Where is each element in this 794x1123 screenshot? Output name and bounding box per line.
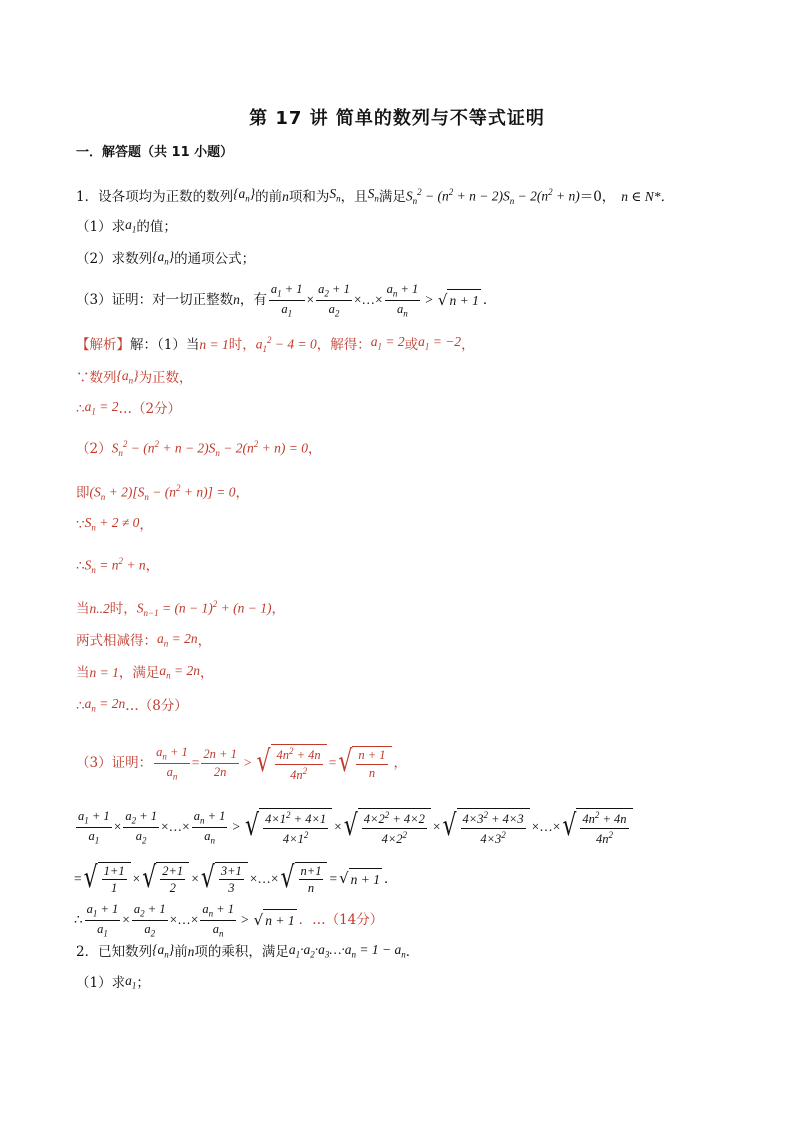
math: $a_1 = 2$ xyxy=(370,334,405,352)
solution-text: ．…（14分） xyxy=(298,912,384,929)
solution-text: 时， xyxy=(109,600,137,617)
q1-text: 的前 xyxy=(255,188,283,205)
math: $\{a_n\}$ xyxy=(233,186,256,204)
math: $S_{n-1} = (n - 1)^2 + (n - 1)$ xyxy=(136,599,272,619)
math: n xyxy=(282,188,289,204)
square-root: √ $\frac{4\times 2^2 + 4\times 2}{4\times 2^2}$ xyxy=(344,808,431,846)
math: $a_1$ xyxy=(125,217,137,235)
math: n..2 xyxy=(89,600,110,616)
math: n = 1 xyxy=(199,336,229,352)
solution-line-4 xyxy=(76,434,322,463)
fraction: $\frac{a_n + 1}{a_n}$ xyxy=(156,744,188,782)
solution-line-5 xyxy=(76,478,249,507)
solution-line-13: $\frac{a_1 + 1}{a_1}$ × $\frac{a_2 + 1}{a_2}$ ×…× $\frac{a_n + 1}{a_n}$ > √ $\frac{4\times 1^2 + 4\times 1}{4\times 1^2}$ × √ $\frac{4\times 2^2 + 4\times 2}{4\times 2^2}$ × √ $\frac{4\times 3^2 + 4\times 3}{4\times 3^2}$ ×…× √ $\frac{4n^2 + 4n}{4n^2}$ xyxy=(74,808,635,846)
section-heading: 一．解答题（共 11 小题） xyxy=(76,145,234,160)
q1-text: ，且 xyxy=(340,188,368,205)
math: n xyxy=(187,944,195,960)
math: $\{a_n\}$ xyxy=(152,942,175,960)
math: $(S_n + 2)[S_n - (n^2 + n)] = 0$ xyxy=(89,483,236,503)
solution-text: （2） xyxy=(76,440,112,457)
math: $\{a_n\}$ xyxy=(152,249,175,267)
solution-text: （3）证明： xyxy=(76,755,153,772)
q1-part3-text: ． xyxy=(482,292,497,309)
solution-text: ， xyxy=(139,517,153,534)
q1-part1-text: （1）求 xyxy=(76,219,126,236)
solution-line-6 xyxy=(76,513,153,538)
square-root: √ $\frac{2+1}{2}$ xyxy=(142,862,189,896)
solution-text: ， xyxy=(200,665,214,682)
solution-line-11 xyxy=(76,694,188,719)
square-root: √ $\frac{4\times 3^2 + 4\times 3}{4\times 3^2}$ xyxy=(442,808,529,846)
q1-part2-text: 的通项公式； xyxy=(174,251,256,268)
math: $\{a_n\}$ xyxy=(116,368,139,386)
fraction: $\frac{a_n + 1}{a_n}$ xyxy=(386,282,419,319)
solution-text: 为正数， xyxy=(138,370,193,387)
solution-text: ∵数列 xyxy=(76,370,117,387)
solution-text: ∴ xyxy=(76,401,85,418)
math: $a_1$ xyxy=(125,973,137,991)
math: $a_1 = 2$ xyxy=(84,399,119,417)
q1-part2 xyxy=(76,247,255,272)
solution-line-1 xyxy=(76,330,475,359)
solution-text: ， xyxy=(271,600,286,617)
square-root: √ $\frac{1+1}{1}$ xyxy=(84,862,131,896)
fraction: $\frac{a_n + 1}{a_n}$ xyxy=(193,808,226,846)
solution-text: …（8分） xyxy=(125,698,188,715)
square-root: √ $\frac{4n^2 + 4n}{4n^2}$ xyxy=(562,808,632,846)
q2-text: 前 xyxy=(174,944,188,961)
q1-text: 满足 xyxy=(378,188,406,205)
solution-text: ∴ xyxy=(74,912,83,929)
q1-intro: 设各项均为正数的数列 xyxy=(98,188,234,205)
fraction: $\frac{2n + 1}{2n}$ xyxy=(203,747,237,779)
q2-statement xyxy=(76,940,419,965)
solution-text: ， xyxy=(393,755,408,772)
square-root: √ $\frac{4\times 1^2 + 4\times 1}{4\times 1^2}$ xyxy=(245,808,332,846)
fraction: $\frac{a_2 + 1}{a_2}$ xyxy=(125,808,157,846)
math: $S_n^2 - (n^2 + n - 2)S_n - 2(n^2 + n)$ xyxy=(405,187,580,207)
square-root: √ $\frac{3+1}{3}$ xyxy=(201,862,248,896)
q1-statement xyxy=(76,182,674,211)
q1-number: 1． xyxy=(76,188,99,205)
math: $S_n + 2 \ne 0$ xyxy=(84,515,140,533)
solution-text: …（2分） xyxy=(118,401,182,418)
math: $a_n = 2n$ xyxy=(157,631,198,649)
math: $S_n^2 - (n^2 + n - 2)S_n - 2(n^2 + n) = 0$ xyxy=(111,439,308,459)
solution-line-15: ∴ $\frac{a_1 + 1}{a_1}$ × $\frac{a_2 + 1}{a_2}$ ×…× $\frac{a_n + 1}{a_n}$ > √ n + 1 ．…（14分） xyxy=(74,902,384,939)
math: $a_1 = -2$ xyxy=(418,334,462,352)
q1-part2-text: （2）求数列 xyxy=(76,251,153,268)
solution-line-9 xyxy=(76,629,211,654)
solution-text: 两式相减得： xyxy=(76,633,157,650)
square-root: √ n + 1 xyxy=(254,909,297,931)
q1-part1-text: 的值； xyxy=(136,219,177,236)
square-root: √ $\frac{4n^2 + 4n}{4n^2}$ xyxy=(256,744,326,782)
solution-line-12: （3）证明： $\frac{a_n + 1}{a_n}$ = $\frac{2n + 1}{2n}$ > √ $\frac{4n^2 + 4n}{4n^2}$ = √ $\frac{n + 1}{n}$ ， xyxy=(76,744,408,782)
math: $S_n = n^2 + n$ xyxy=(84,556,146,576)
fraction: $\frac{a_2 + 1}{a_2}$ xyxy=(133,902,166,939)
fraction: $\frac{a_1 + 1}{a_1}$ xyxy=(86,902,119,939)
q2-number: 2． xyxy=(76,944,99,961)
square-root: √ $\frac{n+1}{n}$ xyxy=(281,862,328,896)
q2-text: 已知数列 xyxy=(98,944,153,961)
solution-text: ∴ xyxy=(76,557,85,574)
solution-line-7 xyxy=(76,551,159,580)
solution-line-10 xyxy=(76,661,214,686)
solution-text: ∵ xyxy=(76,517,85,534)
math: n ∈ N*． xyxy=(621,188,675,204)
solution-text: ， xyxy=(308,440,322,457)
solution-text: ， xyxy=(235,484,249,501)
q1-part3-text: （3）证明：对一切正整数 xyxy=(76,292,234,309)
q1-part3-text: ，有 xyxy=(239,292,267,309)
solution-text: ． xyxy=(384,870,398,887)
q2-part1-text: （1）求 xyxy=(76,975,126,992)
math: n xyxy=(233,292,240,308)
fraction: $\frac{a_1 + 1}{a_1}$ xyxy=(270,282,303,319)
solution-text: ∴ xyxy=(76,698,85,715)
q1-part1 xyxy=(76,215,177,240)
fraction: $\frac{a_n + 1}{a_n}$ xyxy=(202,902,235,939)
math: $a_1^2 - 4 = 0$ xyxy=(255,335,317,355)
solution-text: ，满足 xyxy=(118,665,160,682)
q1-part3: （3）证明：对一切正整数 n ，有 $\frac{a_1 + 1}{a_1}$ × $\frac{a_2 + 1}{a_2}$ ×…× $\frac{a_n + 1}{a_n}$ > √ n + 1 ． xyxy=(76,282,497,319)
math: $a_1\cdot a_2\cdot a_3\dots\cdot a_n = 1 - a_n$ xyxy=(288,942,406,960)
solution-text: ， xyxy=(461,336,475,353)
solution-text: ， xyxy=(197,633,212,650)
solution-text: 即 xyxy=(76,484,90,501)
solution-text: ，解得： xyxy=(316,336,371,353)
square-root: √ $\frac{n + 1}{n}$ xyxy=(338,746,391,780)
q2-text: ． xyxy=(405,944,420,961)
fraction: $\frac{a_1 + 1}{a_1}$ xyxy=(78,808,110,846)
square-root: √ n + 1 xyxy=(339,868,382,890)
solution-tag: 【解析】 xyxy=(76,336,130,353)
math: $S_n$ xyxy=(367,186,379,204)
q2-part1-text: ； xyxy=(136,975,150,992)
solution-line-2 xyxy=(76,366,193,391)
q2-part1 xyxy=(76,971,150,996)
math: $a_n = 2n$ xyxy=(84,696,126,714)
math: n = 1 xyxy=(89,665,119,681)
solution-line-3 xyxy=(76,397,181,422)
math: $a_n = 2n$ xyxy=(159,663,200,681)
math: $S_n$ xyxy=(329,186,341,204)
solution-text: 时， xyxy=(228,336,256,353)
page-title: 第 17 讲 简单的数列与不等式证明 xyxy=(249,108,545,129)
solution-line-8 xyxy=(76,594,285,623)
fraction: $\frac{a_2 + 1}{a_2}$ xyxy=(318,282,350,319)
solution-text: 当 xyxy=(76,665,90,682)
q1-text: 项和为 xyxy=(288,188,330,205)
solution-text: 当 xyxy=(76,600,90,617)
q1-text: ＝0， xyxy=(579,188,616,205)
solution-text: 或 xyxy=(404,336,419,353)
solution-text: ， xyxy=(145,557,160,574)
square-root: √ n + 1 xyxy=(438,289,481,311)
solution-text: 解：（1）当 xyxy=(130,336,200,353)
q2-text: 项的乘积，满足 xyxy=(194,944,289,961)
solution-line-14: = √ $\frac{1+1}{1}$ × √ $\frac{2+1}{2}$ × √ $\frac{3+1}{3}$ ×…× √ $\frac{n+1}{n}$ = √ n + 1 ． xyxy=(74,861,398,896)
